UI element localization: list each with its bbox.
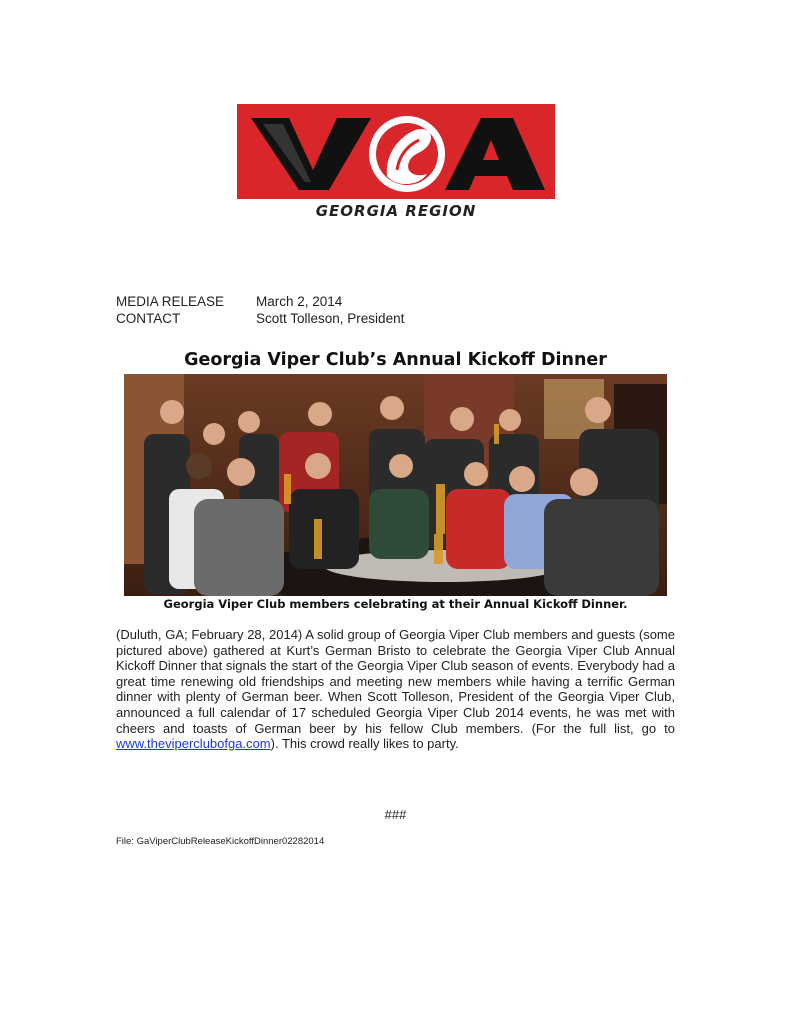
logo-region-text: GEORGIA REGION: [315, 202, 477, 220]
photo-caption: Georgia Viper Club members celebrating at their Annual Kickoff Dinner.: [163, 597, 628, 611]
contact-value: Scott Tolleson, President: [256, 311, 405, 326]
contact-line: [116, 311, 516, 328]
end-mark: ###: [384, 807, 407, 822]
voa-logo: [237, 104, 555, 221]
media-release-date: March 2, 2014: [256, 294, 343, 309]
group-photo: [124, 374, 667, 596]
club-website-link[interactable]: www.theviperclubofga.com: [116, 736, 271, 752]
body-text-before-link: (Duluth, GA; February 28, 2014) A solid group of Georgia Viper Club members and guests (some pictured above) gathered at Kurt’s German Bristo to celebrate the Georgia Viper Club Annual Kickoff Dinner that signals the start of the Georgia Viper Club season of events. Everybody had a great time renewing old friendships and meeting new members while having a terrific German dinner with plenty of German beer. When Scott Tolleson, President of the Georgia Viper Club, announced a full calendar of 17 scheduled Georgia Viper Club 2014 events, he was met with cheers and toasts of German beer by his fellow Club members. (For the full list, go to: [116, 627, 675, 736]
contact-label: CONTACT: [116, 311, 181, 326]
media-release-line: [116, 294, 516, 311]
file-name-line: File: GaViperClubReleaseKickoffDinner02282014: [116, 836, 325, 847]
body-text-after-link: ). This crowd really likes to party.: [270, 736, 459, 752]
release-body: [116, 627, 675, 752]
logo-banner: [237, 104, 555, 199]
media-release-label: MEDIA RELEASE: [116, 294, 225, 309]
group-photo-illustration: [124, 374, 667, 596]
page-title: Georgia Viper Club’s Annual Kickoff Dinner: [184, 350, 607, 370]
logo-letters-graphic: [237, 104, 555, 199]
